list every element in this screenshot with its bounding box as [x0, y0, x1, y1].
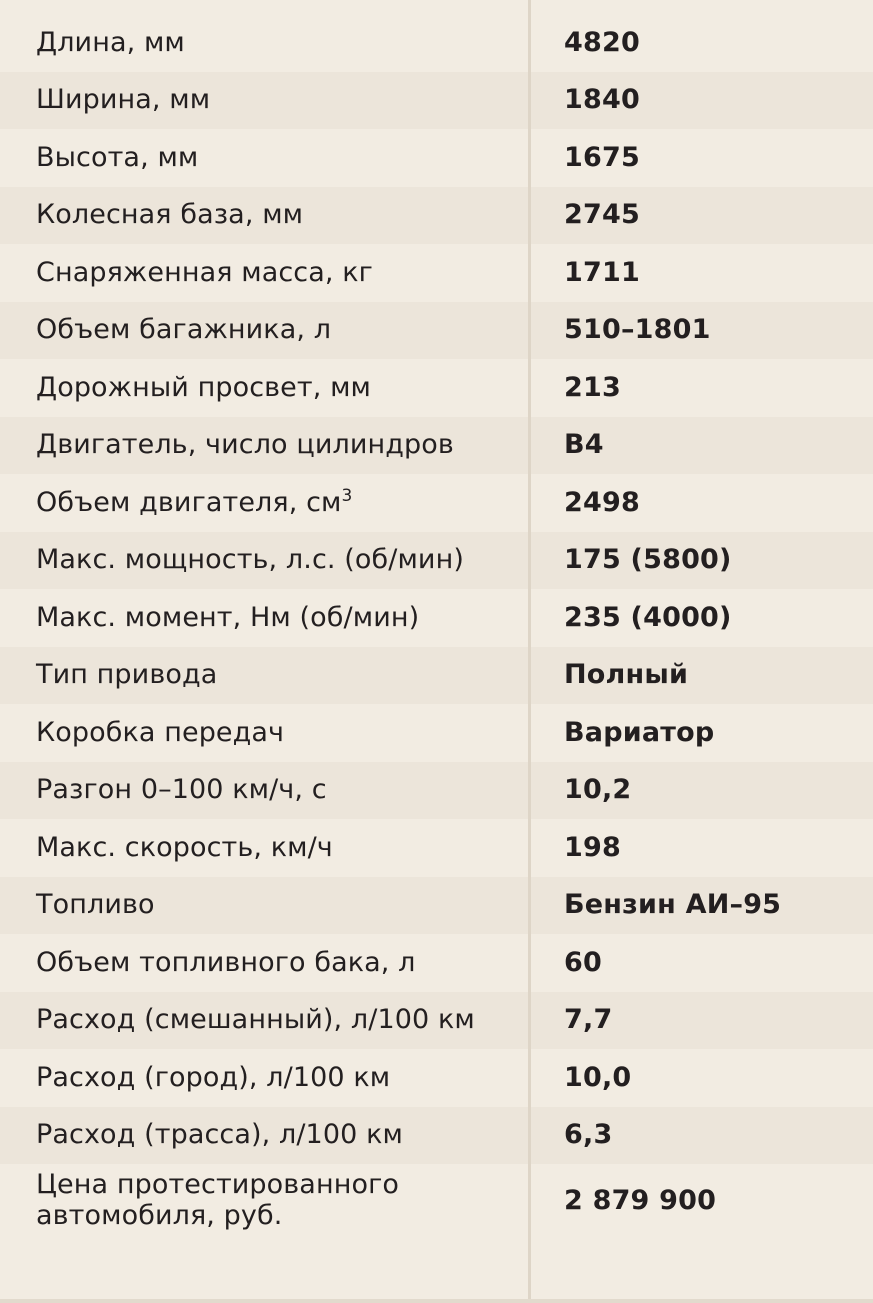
spec-label [0, 474, 528, 532]
table-row [0, 589, 873, 647]
spec-label: Макс. скорость, км/ч [36, 831, 333, 863]
spec-label-line-2: автомобиля, руб. [36, 1200, 283, 1231]
specifications-table-body [0, 14, 873, 1238]
spec-value: 6,3 [528, 1107, 873, 1165]
table-row [0, 244, 873, 302]
spec-value: B4 [528, 417, 873, 475]
table-row [0, 474, 873, 532]
table-row [0, 647, 873, 705]
table-row [0, 934, 873, 992]
spec-value: 510–1801 [528, 302, 873, 360]
spec-label-line-1: Цена протестированного [36, 1169, 399, 1201]
spec-value: 10,2 [528, 762, 873, 820]
spec-label: Объем топливного бака, л [36, 946, 416, 978]
table-row [0, 532, 873, 590]
spec-label: Коробка передач [36, 716, 285, 748]
spec-label: Расход (город), л/100 км [36, 1061, 391, 1093]
table-row [0, 1164, 873, 1238]
table-row [0, 877, 873, 935]
spec-label: Двигатель, число цилиндров [0, 417, 528, 475]
spec-value: 2498 [564, 486, 640, 518]
spec-label: Тип привода [0, 647, 528, 705]
table-row [0, 14, 873, 72]
spec-label: Топливо [0, 877, 528, 935]
spec-label: Макс. мощность, л.с. (об/мин) [0, 532, 528, 590]
spec-label: Разгон 0–100 км/ч, с [0, 762, 528, 820]
spec-label: Объем багажника, л [0, 302, 528, 360]
column-divider [528, 0, 531, 1303]
table-row [0, 1107, 873, 1165]
table-row [0, 359, 873, 417]
spec-label: Макс. момент, Нм (об/мин) [36, 601, 420, 633]
spec-value: 1675 [564, 141, 640, 173]
table-row [0, 129, 873, 187]
spec-label-superscript: 3 [341, 485, 353, 506]
spec-value: 1711 [564, 256, 640, 288]
spec-label: Ширина, мм [0, 72, 528, 130]
spec-value: 10,0 [564, 1061, 632, 1093]
spec-label [0, 1164, 528, 1238]
spec-label: Снаряженная масса, кг [36, 256, 373, 288]
spec-value: 235 (4000) [564, 601, 732, 633]
table-row [0, 762, 873, 820]
spec-label: Высота, мм [36, 141, 199, 173]
table-row [0, 992, 873, 1050]
spec-value: 4820 [564, 26, 640, 58]
spec-value: 213 [564, 371, 621, 403]
spec-value: 7,7 [528, 992, 873, 1050]
spec-value: Вариатор [564, 716, 715, 748]
spec-value: 198 [564, 831, 621, 863]
table-row [0, 704, 873, 762]
spec-value: Полный [528, 647, 873, 705]
spec-value: Бензин АИ–95 [528, 877, 873, 935]
table-row [0, 72, 873, 130]
spec-label-text: Объем двигателя, см [36, 486, 342, 518]
spec-value: 2 879 900 [564, 1184, 717, 1216]
table-row [0, 187, 873, 245]
table-row [0, 1049, 873, 1107]
table-row [0, 819, 873, 877]
bottom-rule [0, 1299, 873, 1303]
spec-value: 175 (5800) [528, 532, 873, 590]
spec-label: Расход (смешанный), л/100 км [0, 992, 528, 1050]
table-row [0, 302, 873, 360]
spec-value: 60 [564, 946, 602, 978]
spec-label: Дорожный просвет, мм [36, 371, 372, 403]
spec-value: 1840 [528, 72, 873, 130]
specifications-table [0, 14, 873, 1238]
spec-label: Расход (трасса), л/100 км [0, 1107, 528, 1165]
spec-label: Колесная база, мм [0, 187, 528, 245]
table-row [0, 417, 873, 475]
spec-value: 2745 [528, 187, 873, 245]
spec-label: Длина, мм [36, 26, 185, 58]
